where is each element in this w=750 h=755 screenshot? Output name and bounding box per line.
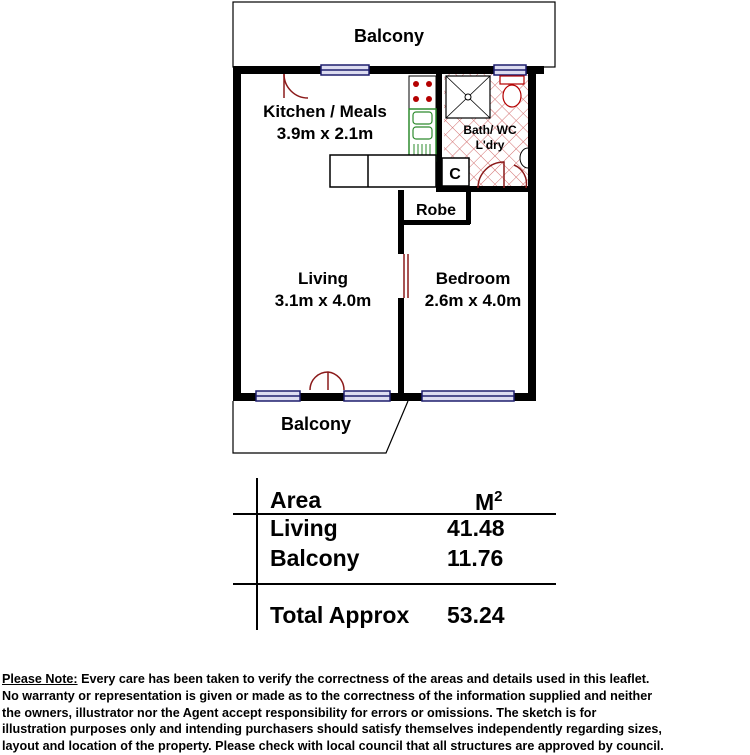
table-v-line [256, 478, 258, 630]
disclaimer-heading: Please Note: [2, 672, 78, 686]
area-header-unit [475, 489, 503, 514]
area-total-value: 53.24 [447, 602, 505, 628]
stove [409, 76, 436, 109]
table-h-line-2 [233, 583, 556, 585]
bath-name-2: L'dry [475, 138, 505, 152]
robe-label: Robe [416, 202, 456, 219]
disclaimer-line-1-text: Every care has been taken to verify the correctness of the areas and details used in this leaflet. [77, 672, 650, 686]
cupboard-label: C [449, 166, 461, 183]
balcony-bottom-label: Balcony [280, 414, 352, 434]
area-header-unit-sup: 2 [494, 488, 503, 505]
disclaimer-line-3: the owners, illustrator nor the Agent accept responsibility for errors or omissions. The sketch is for [2, 705, 597, 720]
disclaimer-line-1 [2, 671, 750, 688]
disclaimer [2, 671, 750, 755]
balcony-top-label: Balcony [353, 26, 425, 46]
area-row-value: 41.48 [447, 515, 505, 541]
area-row-label: Balcony [270, 545, 360, 571]
bedroom-name: Bedroom [435, 269, 511, 288]
area-total-label: Total Approx [270, 602, 410, 628]
disclaimer-line-4: illustration purposes only and intending purchasers should satisfy themselves independently regarding sizes, [2, 722, 662, 737]
toilet-cistern [500, 76, 524, 84]
area-header-label: Area [270, 487, 322, 513]
living-name: Living [297, 269, 349, 288]
bench [330, 155, 436, 187]
disclaimer-line-5: layout and location of the property. Please check with local council that all structures are approved by council. [2, 739, 664, 754]
toilet-bowl [503, 85, 521, 107]
area-row-value: 11.76 [447, 545, 504, 571]
kitchen-size: 3.9m x 2.1m [276, 124, 374, 143]
area-header-unit-text: M [475, 489, 495, 515]
living-size: 3.1m x 4.0m [274, 291, 372, 310]
disclaimer-line-2: No warranty or representation is given or made as to the correctness of the information supplied and neither [2, 688, 653, 703]
kitchen-name: Kitchen / Meals [263, 102, 387, 121]
bedroom-size: 2.6m x 4.0m [424, 291, 522, 310]
bath-name: Bath/ WC [463, 123, 517, 137]
area-row-label: Living [270, 515, 338, 541]
